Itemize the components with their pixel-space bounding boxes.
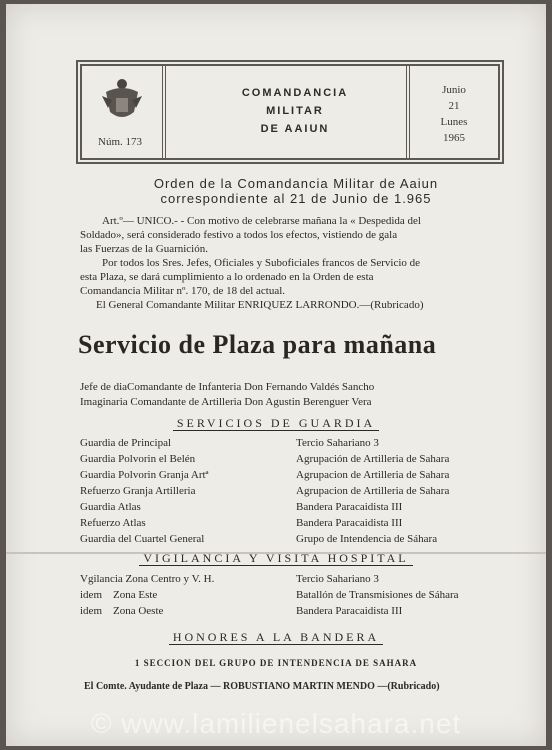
section-title-text: SERVICIOS DE GUARDIA xyxy=(173,416,379,431)
date-year: 1965 xyxy=(443,132,465,144)
officer-line: Jefe de diaComandante de Infanteria Don Fernando Valdés Sancho xyxy=(80,381,375,393)
header-title-line: DE AAIUN xyxy=(260,123,330,135)
issue-number: Núm. 173 xyxy=(98,136,142,148)
section-title-guardia xyxy=(0,416,552,431)
service-name: Guardia de Principal xyxy=(80,437,172,449)
article-line: esta Plaza, se dará cumplimiento a lo ordenado en la Orden de esta xyxy=(80,271,374,283)
section-title-honores xyxy=(0,630,552,645)
date-day: 21 xyxy=(448,100,460,112)
service-name: Vgilancia Zona Centro y V. H. xyxy=(80,573,215,585)
section-title-text: VIGILANCIA Y VISITA HOSPITAL xyxy=(139,551,412,566)
watermark: © www.lamilienelsahara.net xyxy=(90,708,462,739)
service-unit: Agrupación de Artilleria de Sahara xyxy=(296,453,450,465)
service-unit: Bandera Paracaidista III xyxy=(296,501,403,513)
service-unit: Grupo de Intendencia de Sáhara xyxy=(296,533,438,545)
article-line: Art.º— UNICO.- - Con motivo de celebrarse mañana la « Despedida del xyxy=(102,215,421,227)
order-title xyxy=(76,176,516,206)
header-date xyxy=(410,82,498,146)
date-weekday: Lunes xyxy=(440,116,468,128)
service-name: Guardia Polvorin Granja Artª xyxy=(80,469,209,481)
article-line: Comandancia Militar nº. 170, de 18 del actual. xyxy=(80,285,286,297)
section-title-text: HONORES A LA BANDERA xyxy=(169,630,383,645)
service-name: Refuerzo Atlas xyxy=(80,517,146,529)
main-title: Servicio de Plaza para mañana xyxy=(78,330,437,359)
service-name: idem Zona Este xyxy=(80,589,158,601)
header-box xyxy=(76,60,504,164)
officer-line: Imaginaria Comandante de Artilleria Don Agustin Berenguer Vera xyxy=(80,396,372,408)
order-title-line: correspondiente al 21 de Junio de 1.965 xyxy=(160,191,432,206)
service-name: Guardia del Cuartel General xyxy=(80,533,205,545)
order-title-line: Orden de la Comandancia Militar de Aaiun xyxy=(153,176,439,191)
header-title-line: MILITAR xyxy=(266,105,324,117)
service-unit: Bandera Paracaidista III xyxy=(296,605,403,617)
header-title xyxy=(200,84,390,138)
article-paragraph-2 xyxy=(80,256,520,298)
service-name: Guardia Polvorin el Belén xyxy=(80,453,196,465)
service-unit: Batallón de Transmisiones de Sáhara xyxy=(296,589,459,601)
service-name: Refuerzo Granja Artilleria xyxy=(80,485,196,497)
service-unit: Tercio Sahariano 3 xyxy=(296,437,379,449)
general-signature: El General Comandante Militar ENRIQUEZ LARRONDO.—(Rubricado) xyxy=(96,299,424,311)
ayudante-signature: El Comte. Ayudante de Plaza — ROBUSTIANO MARTIN MENDO —(Rubricado) xyxy=(84,681,440,692)
article-line: las Fuerzas de la Guarnición. xyxy=(80,243,208,255)
article-line: Soldado», será considerado festivo a todos los efectos, vistiendo de gala xyxy=(80,229,398,241)
article-paragraph-1 xyxy=(80,214,520,256)
header-title-line: COMANDANCIA xyxy=(241,87,349,99)
header-left-panel xyxy=(82,66,166,158)
honores-line: 1 SECCION DEL GRUPO DE INTENDENCIA DE SAHARA xyxy=(134,658,418,668)
date-month: Junio xyxy=(442,84,466,96)
article-line: Por todos los Sres. Jefes, Oficiales y Suboficiales francos de Servicio de xyxy=(102,257,421,269)
service-name: Guardia Atlas xyxy=(80,501,141,513)
service-unit: Bandera Paracaidista III xyxy=(296,517,403,529)
section-title-vigilancia xyxy=(0,551,552,566)
service-unit: Agrupacion de Artilleria de Sahara xyxy=(296,469,450,481)
service-name: idem Zona Oeste xyxy=(80,605,164,617)
crest-icon xyxy=(100,76,144,126)
service-unit: Agrupacion de Artilleria de Sahara xyxy=(296,485,450,497)
service-unit: Tercio Sahariano 3 xyxy=(296,573,379,585)
